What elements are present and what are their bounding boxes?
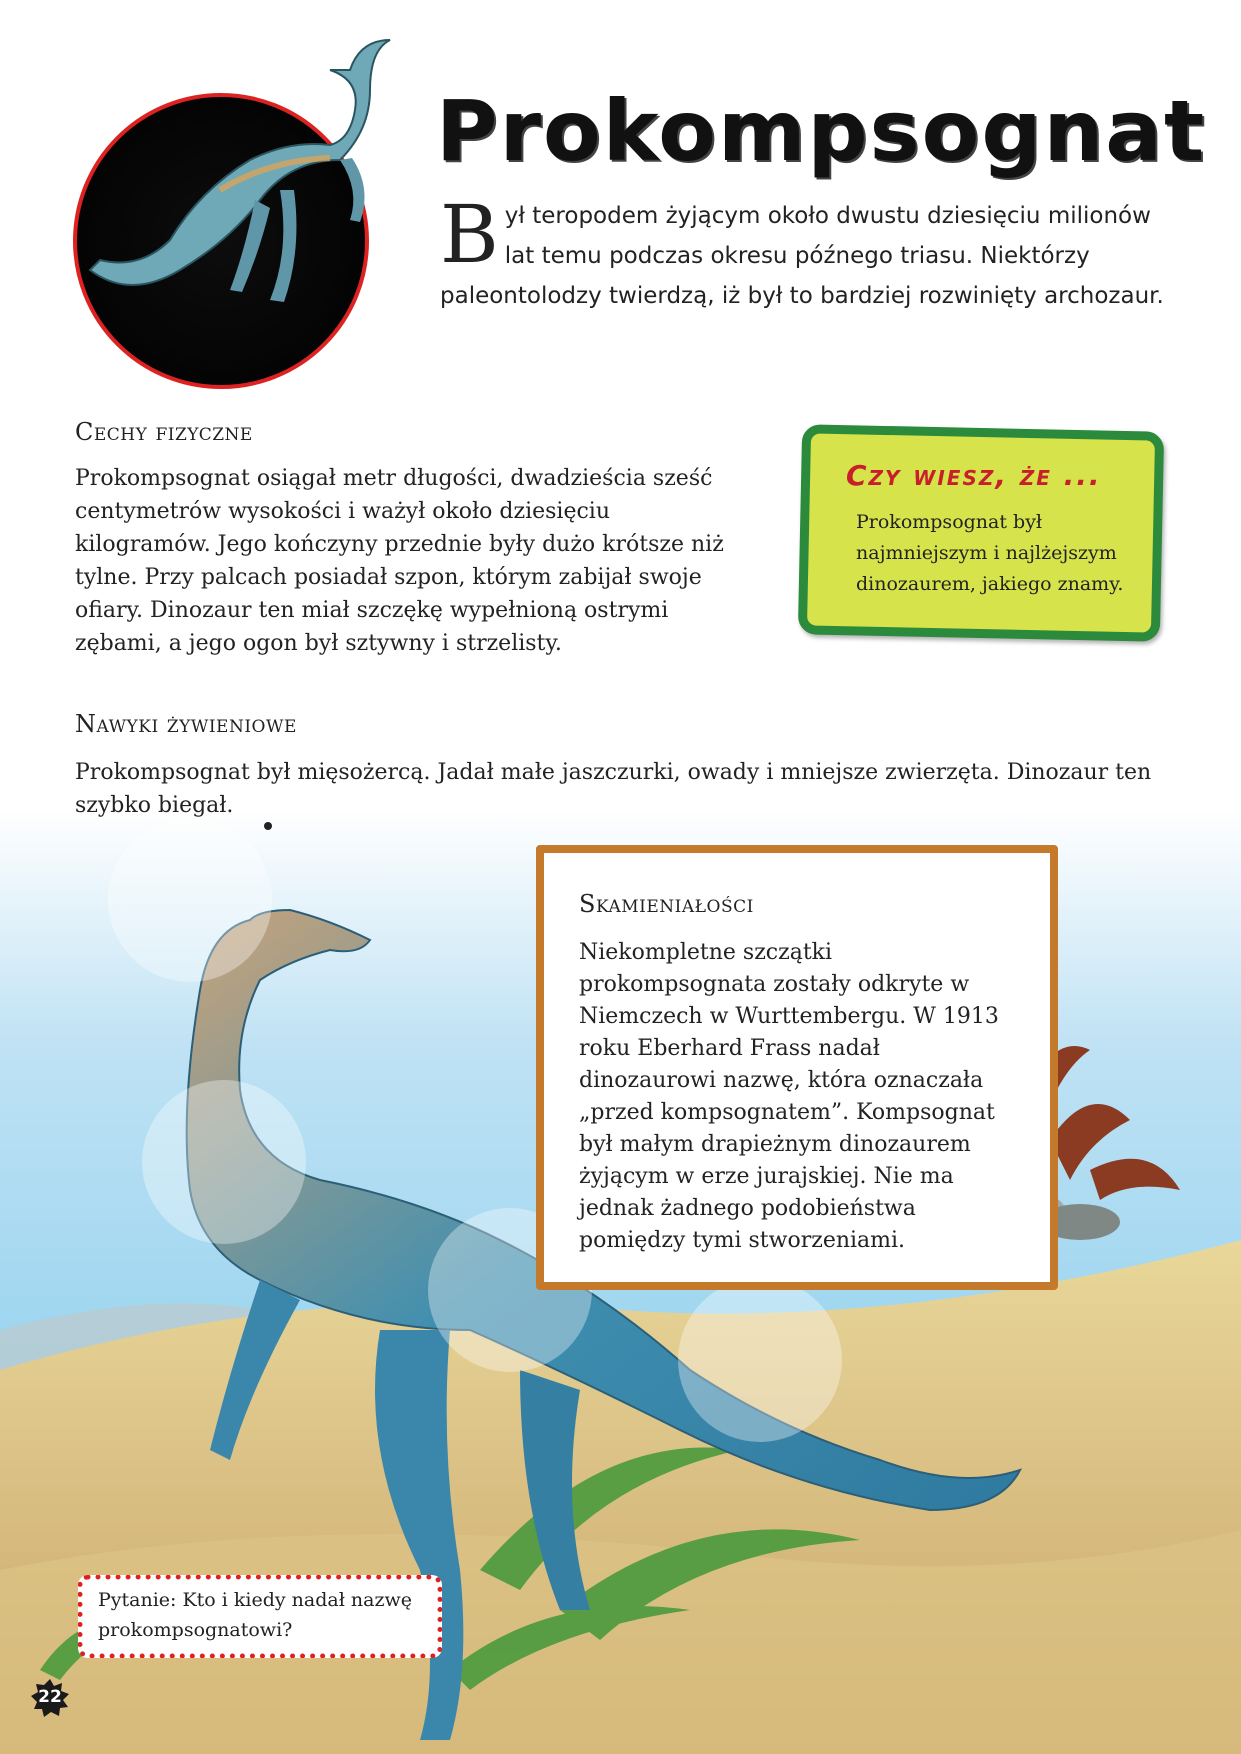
intro-paragraph	[440, 188, 1170, 316]
drop-cap: B	[440, 188, 499, 281]
did-you-know-title: Czy wiesz, że ...	[846, 459, 1102, 492]
did-you-know-text: Prokompsognat był najmniejszym i najlżejszym dinozaurem, jakiego znamy.	[856, 511, 1124, 595]
physical-traits-text: Prokompsognat osiągał metr długości, dwadzieścia sześć centymetrów wysokości i ważył około dziesięciu kilogramów. Jego kończyny przednie były dużo krótsze niż tylne. Przy palcach posiadał szpon, którym zabijał swoje ofiary. Dinozaur ten miał szczękę wypełnioną ostrymi zębami, a jego ogon był sztywny i strzelisty.	[75, 466, 724, 656]
page-title: Prokompsognat	[436, 82, 1207, 180]
intro-text: ył teropodem żyjącym około dwustu dziesięciu milionów lat temu podczas okresu późnego triasu. Niektórzy paleontolodzy twierdzą, iż był to bardziej rozwinięty archozaur.	[440, 203, 1164, 309]
section-heading-fossils: Skamieniałości	[579, 890, 754, 918]
section-heading-diet: Nawyki żywieniowe	[75, 710, 297, 738]
diet-text: Prokompsognat był mięsożercą. Jadał małe jaszczurki, owady i mniejsze zwierzęta. Dinozaur ten szybko biegał.	[75, 760, 1152, 818]
hero-dinosaur-illustration	[70, 30, 430, 350]
section-heading-physical: Cechy fizyczne	[75, 418, 253, 446]
question-text: Pytanie: Kto i kiedy nadał nazwę prokompsognatowi?	[98, 1589, 413, 1641]
fossils-text: Niekompletne szczątki prokompsognata zostały odkryte w Niemczech w Wurttembergu. W 1913 roku Eberhard Frass nadał dinozaurowi nazwę, która oznaczała „przed kompsognatem”. Kompsognat był małym drapieżnym dinozaurem żyjącym w erze jurajskiej. Nie ma jednak żadnego podobieństwa pomiędzy tymi stworzeniami.	[579, 940, 999, 1253]
page-number: 22	[38, 1687, 62, 1707]
